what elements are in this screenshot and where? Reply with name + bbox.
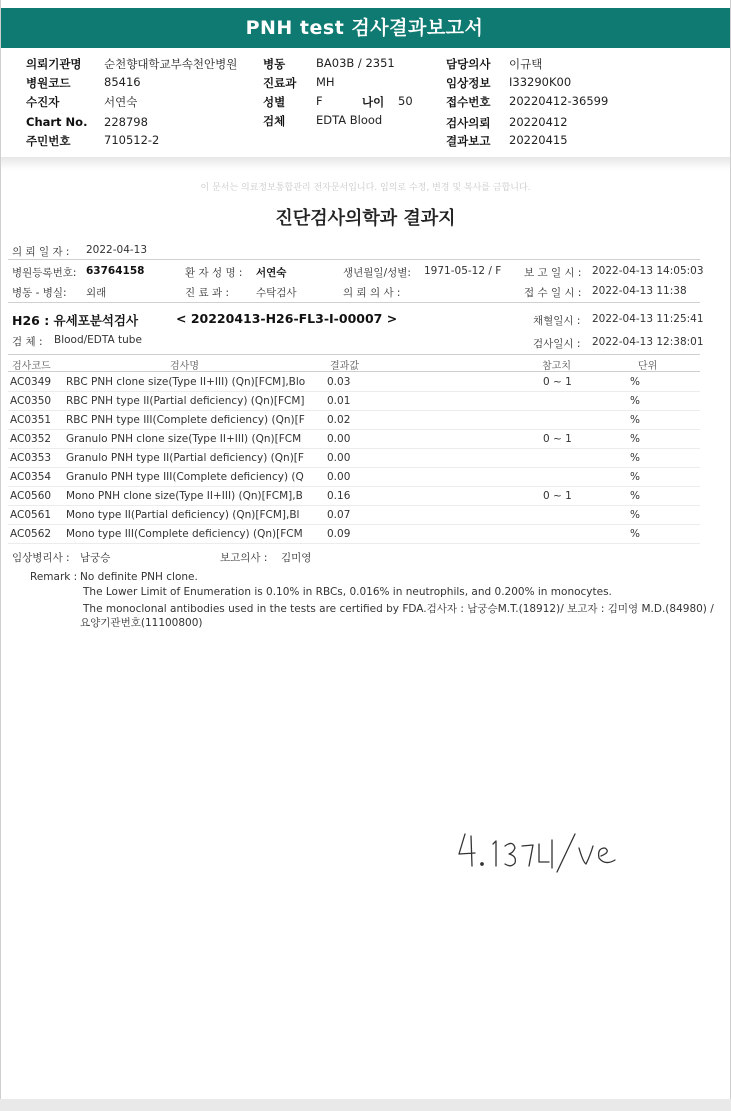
remark-line: The Lower Limit of Enumeration is 0.10% in RBCs, 0.016% in neutrophils, and 0.200% in monocytes. — [83, 586, 612, 598]
dept-value: MH — [316, 75, 335, 89]
section-code: H26 : 유세포분석검사 — [12, 313, 139, 328]
requesting-doctor-label: 의 뢰 의 사 : — [343, 287, 401, 299]
cell-unit: % — [630, 452, 640, 464]
faint-watermark-note: 이 문서는 의료정보통합관리 전자문서입니다. 임의로 수정, 변경 및 복사를 금합니다. — [200, 183, 531, 193]
remark-line: 요양기관번호(11100800) — [80, 617, 203, 629]
column-code: 검사코드 — [12, 361, 51, 372]
birth-sex-label: 생년월일/성별: — [343, 267, 411, 279]
cell-result: 0.03 — [327, 376, 351, 388]
sex-value: F — [316, 94, 323, 108]
cell-test-name: Mono type III(Complete deficiency) (Qn)[FCM — [66, 528, 303, 540]
table-row — [8, 430, 700, 449]
cell-code: AC0562 — [10, 528, 52, 540]
cell-result: 0.02 — [327, 414, 351, 426]
cell-result: 0.00 — [327, 433, 351, 445]
specimen-value: Blood/EDTA tube — [54, 334, 142, 346]
chart-no-label: Chart No. — [26, 115, 88, 129]
info-block — [0, 54, 731, 154]
dept-label: 진료과 — [263, 76, 297, 90]
request-date-label: 검사의뢰 — [446, 116, 491, 130]
cell-code: AC0561 — [10, 509, 52, 521]
cell-unit: % — [630, 414, 640, 426]
doctor-value: 이규택 — [509, 57, 543, 71]
ward-value: BA03B / 2351 — [316, 56, 395, 70]
cell-test-name: Granulo PNH type II(Partial deficiency) (Qn)[F — [66, 452, 304, 464]
ward-room-label: 병동 - 병실: — [12, 287, 67, 299]
patient-name-value: 서연숙 — [256, 267, 287, 279]
test-datetime-value: 2022-04-13 12:38:01 — [592, 336, 704, 348]
chart-no-value: 228798 — [104, 115, 148, 129]
institution-label: 의뢰기관명 — [26, 57, 82, 71]
column-test-name: 검사명 — [170, 361, 199, 372]
cell-reference: 0 ~ 1 — [543, 490, 572, 502]
receipt-datetime-value: 2022-04-13 11:38 — [592, 285, 687, 297]
age-value: 50 — [398, 94, 413, 108]
clinical-pathologist-label: 임상병리사 : — [12, 552, 70, 564]
recipient-label: 수진자 — [26, 95, 60, 109]
cell-result: 0.01 — [327, 395, 351, 407]
resident-no-value: 710512-2 — [104, 133, 160, 147]
hospital-code-value: 85416 — [104, 75, 141, 89]
report-date-value: 20220415 — [509, 133, 568, 147]
specimen-label: 검체 — [263, 114, 286, 128]
cell-unit: % — [630, 376, 640, 388]
section-divider — [1, 157, 730, 171]
cell-unit: % — [630, 433, 640, 445]
ward-label: 병동 — [263, 57, 286, 71]
cell-unit: % — [630, 509, 640, 521]
collection-datetime-label: 채혈일시 : — [533, 315, 581, 327]
patient-name-label: 환 자 성 명 : — [185, 267, 243, 279]
table-row — [8, 411, 700, 430]
specimen-value: EDTA Blood — [316, 113, 383, 127]
report-datetime-label: 보 고 일 시 : — [524, 267, 582, 279]
department-value: 수탁검사 — [256, 287, 297, 299]
ward-room-value: 외래 — [86, 287, 107, 299]
cell-test-name: Mono type II(Partial deficiency) (Qn)[FCM],Bl — [66, 509, 300, 521]
cell-test-name: Mono PNH clone size(Type II+III) (Qn)[FCM],B — [66, 490, 303, 502]
cell-unit: % — [630, 528, 640, 540]
column-unit: 단위 — [638, 361, 658, 372]
institution-value: 순천향대학교부속천안병원 — [104, 57, 238, 71]
divider-line — [8, 259, 700, 260]
recipient-value: 서연숙 — [104, 95, 138, 109]
results-table-header — [8, 354, 700, 372]
cell-result: 0.00 — [327, 452, 351, 464]
cell-code: AC0353 — [10, 452, 52, 464]
cell-test-name: RBC PNH clone size(Type II+III) (Qn)[FCM],Blo — [66, 376, 306, 388]
report-datetime-value: 2022-04-13 14:05:03 — [592, 265, 704, 277]
column-result: 결과값 — [330, 361, 359, 372]
request-date-value: 20220412 — [509, 115, 568, 129]
reporting-doctor-label: 보고의사 : — [220, 552, 268, 564]
department-label: 진 료 과 : — [185, 287, 229, 299]
cell-result: 0.00 — [327, 471, 351, 483]
cell-reference: 0 ~ 1 — [543, 433, 572, 445]
clinical-pathologist-value: 남궁승 — [80, 552, 111, 564]
collection-datetime-value: 2022-04-13 11:25:41 — [592, 313, 704, 325]
request-date-label: 의 뢰 일 자 : — [12, 246, 70, 258]
receipt-no-value: 20220412-36599 — [509, 94, 609, 108]
cell-test-name: Granulo PNH type III(Complete deficiency) (Q — [66, 471, 304, 483]
request-date-value: 2022-04-13 — [86, 244, 148, 256]
cell-result: 0.07 — [327, 509, 351, 521]
reg-no-label: 병원등록번호: — [12, 267, 77, 279]
cell-code: AC0352 — [10, 433, 52, 445]
cell-test-name: RBC PNH type III(Complete deficiency) (Qn)[F — [66, 414, 305, 426]
specimen-label: 검 체 : — [12, 336, 43, 348]
table-row — [8, 525, 700, 544]
report-sheet — [0, 172, 731, 1092]
cell-result: 0.16 — [327, 490, 351, 502]
table-row — [8, 373, 700, 392]
remark-line: The monoclonal antibodies used in the tests are certified by FDA.검사자 : 남궁승M.T.(18912)/ 보고자 : 김미영 M.D.(84980) / — [83, 603, 714, 615]
column-reference: 참고치 — [542, 361, 571, 372]
clinical-info-label: 임상정보 — [446, 76, 491, 90]
cell-code: AC0354 — [10, 471, 52, 483]
divider-line — [8, 302, 700, 303]
reporting-doctor-value: 김미영 — [281, 552, 312, 564]
report-title: 진단검사의학과 결과지 — [275, 208, 456, 229]
cell-unit: % — [630, 471, 640, 483]
age-label: 나이 — [362, 95, 385, 109]
doctor-label: 담당의사 — [446, 57, 491, 71]
table-row — [8, 449, 700, 468]
page-title: PNH test 검사결과보고서 — [245, 17, 484, 39]
clinical-info-value: I33290K00 — [509, 75, 572, 89]
handwritten-note — [455, 822, 645, 882]
resident-no-label: 주민번호 — [26, 134, 71, 148]
reg-no-value: 63764158 — [86, 265, 145, 277]
cell-test-name: RBC PNH type II(Partial deficiency) (Qn)[FCM] — [66, 395, 305, 407]
receipt-datetime-label: 접 수 일 시 : — [524, 287, 582, 299]
sex-label: 성별 — [263, 95, 286, 109]
report-date-label: 결과보고 — [446, 134, 491, 148]
cell-unit: % — [630, 395, 640, 407]
cell-code: AC0560 — [10, 490, 52, 502]
cell-reference: 0 ~ 1 — [543, 376, 572, 388]
bottom-scroll-band — [0, 1099, 731, 1111]
hospital-code-label: 병원코드 — [26, 76, 71, 90]
cell-test-name: Granulo PNH clone size(Type II+III) (Qn)[FCM — [66, 433, 302, 445]
accession-number: < 20220413-H26-FL3-I-00007 > — [176, 311, 398, 326]
remark-line: No definite PNH clone. — [80, 571, 198, 583]
birth-sex-value: 1971-05-12 / F — [424, 265, 502, 277]
remark-label: Remark : — [30, 571, 78, 583]
table-row — [8, 487, 700, 506]
cell-code: AC0350 — [10, 395, 52, 407]
table-row — [8, 506, 700, 525]
cell-code: AC0349 — [10, 376, 52, 388]
table-row — [8, 468, 700, 487]
receipt-no-label: 접수번호 — [446, 95, 491, 109]
cell-unit: % — [630, 490, 640, 502]
table-row — [8, 392, 700, 411]
test-datetime-label: 검사일시 : — [533, 338, 581, 350]
cell-result: 0.09 — [327, 528, 351, 540]
cell-code: AC0351 — [10, 414, 52, 426]
